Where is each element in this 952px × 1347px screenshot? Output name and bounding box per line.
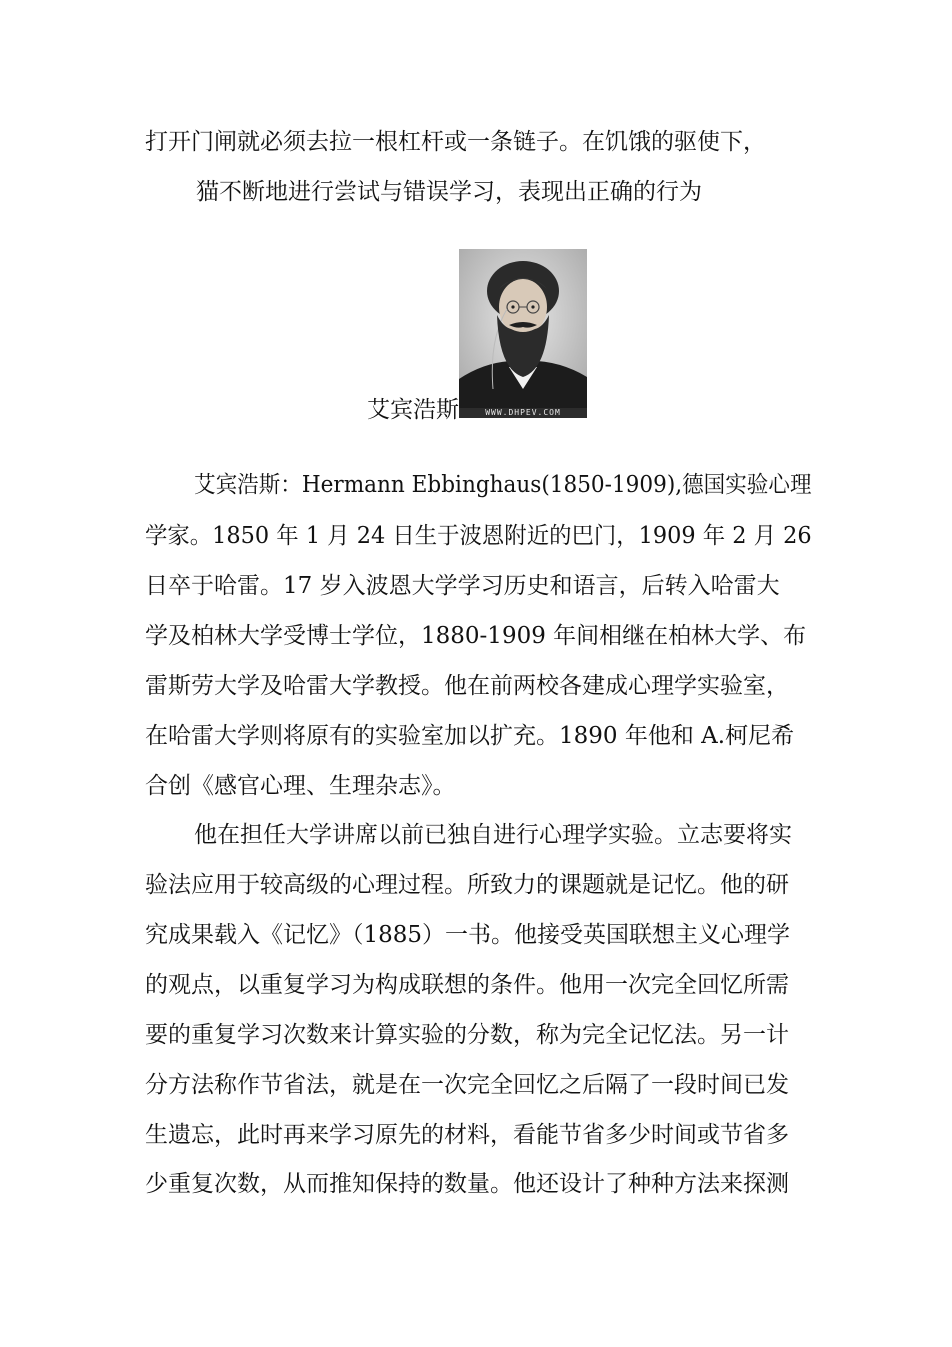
para1-line-3: 日卒于哈雷。17 岁入波恩大学学习历史和语言，后转入哈雷大 bbox=[145, 573, 780, 599]
para2-line-4: 的观点，以重复学习为构成联想的条件。他用一次完全回忆所需 bbox=[145, 972, 789, 998]
para1-line-6: 在哈雷大学则将原有的实验室加以扩充。1890 年他和 A.柯尼希 bbox=[145, 723, 795, 749]
figure-caption: 艾宾浩斯 bbox=[367, 397, 459, 423]
para2-line-7: 生遗忘，此时再来学习原先的材料，看能节省多少时间或节省多 bbox=[145, 1122, 789, 1148]
intro-line-2: 猫不断地进行尝试与错误学习，表现出正确的行为 bbox=[196, 179, 702, 205]
para2-line-8: 少重复次数，从而推知保持的数量。他还设计了种种方法来探测 bbox=[145, 1171, 789, 1197]
portrait-photo-icon bbox=[459, 249, 587, 418]
para1-line-5: 雷斯劳大学及哈雷大学教授。他在前两校各建成心理学实验室， bbox=[145, 673, 789, 699]
para1-line-2: 学家。1850 年 1 月 24 日生于波恩附近的巴门，1909 年 2 月 26 bbox=[145, 523, 812, 549]
para2-line-2: 验法应用于较高级的心理过程。所致力的课题就是记忆。他的研 bbox=[145, 872, 789, 898]
para2-line-6: 分方法称作节省法，就是在一次完全回忆之后隔了一段时间已发 bbox=[145, 1072, 789, 1098]
para1-line-4: 学及柏林大学受博士学位，1880-1909 年间相继在柏林大学、布 bbox=[145, 623, 807, 649]
para1-line-7: 合创《感官心理、生理杂志》。 bbox=[145, 773, 456, 799]
intro-line-1: 打开门闸就必须去拉一根杠杆或一条链子。在饥饿的驱使下， bbox=[145, 129, 766, 155]
para2-line-1: 他在担任大学讲席以前已独自进行心理学实验。立志要将实 bbox=[194, 822, 792, 848]
ebbinghaus-portrait bbox=[459, 249, 587, 418]
para2-line-3: 究成果载入《记忆》（1885）一书。他接受英国联想主义心理学 bbox=[145, 922, 791, 948]
portrait-watermark: WWW.DHPEV.COM bbox=[459, 408, 587, 418]
para1-line-1: 艾宾浩斯：Hermann Ebbinghaus(1850-1909),德国实验心理 bbox=[194, 472, 812, 498]
para2-line-5: 要的重复学习次数来计算实验的分数，称为完全记忆法。另一计 bbox=[145, 1022, 789, 1048]
